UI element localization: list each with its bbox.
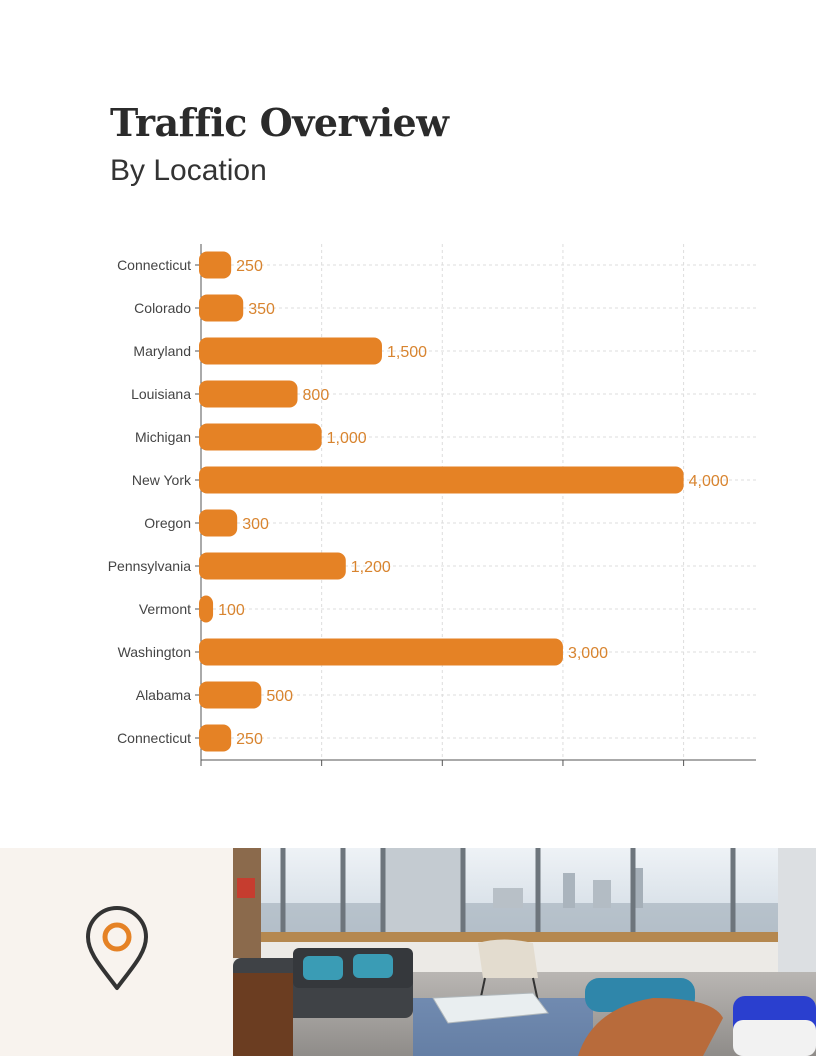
value-label: 100 xyxy=(218,602,245,619)
location-pin-icon xyxy=(84,906,150,992)
bar xyxy=(199,424,322,451)
category-label: Louisiana xyxy=(131,386,191,402)
category-label: Colorado xyxy=(134,300,191,316)
value-label: 300 xyxy=(242,516,269,533)
category-label: Connecticut xyxy=(117,730,191,746)
value-label: 4,000 xyxy=(688,473,729,490)
value-label: 800 xyxy=(302,387,330,404)
bar xyxy=(199,553,346,580)
value-label: 500 xyxy=(266,688,294,705)
value-label: 250 xyxy=(236,731,263,748)
bar xyxy=(199,639,563,666)
category-label: Vermont xyxy=(138,601,191,617)
bar xyxy=(199,295,243,322)
category-label: Pennsylvania xyxy=(107,558,191,574)
bar xyxy=(199,682,261,709)
office-photo xyxy=(233,848,816,1056)
bar xyxy=(199,510,237,537)
value-label: 350 xyxy=(248,301,275,318)
bar xyxy=(199,596,213,623)
value-label: 1,000 xyxy=(326,430,367,447)
category-label: Alabama xyxy=(135,687,191,703)
category-label: Maryland xyxy=(133,343,191,359)
bar xyxy=(199,467,684,494)
category-label: Connecticut xyxy=(117,257,191,273)
category-label: Michigan xyxy=(134,429,191,445)
bar xyxy=(199,381,298,408)
bar xyxy=(199,252,231,279)
page-title: Traffic Overview xyxy=(110,100,449,145)
value-label: 3,000 xyxy=(567,645,609,662)
page-subtitle: By Location xyxy=(110,154,267,187)
bar xyxy=(199,725,231,752)
category-label: Oregon xyxy=(144,515,191,531)
value-label: 1,500 xyxy=(386,344,428,361)
value-label: 1,200 xyxy=(350,559,391,576)
category-label: Washington xyxy=(117,644,191,660)
category-label: New York xyxy=(131,472,191,488)
value-label: 250 xyxy=(236,258,263,275)
bar xyxy=(199,338,382,365)
